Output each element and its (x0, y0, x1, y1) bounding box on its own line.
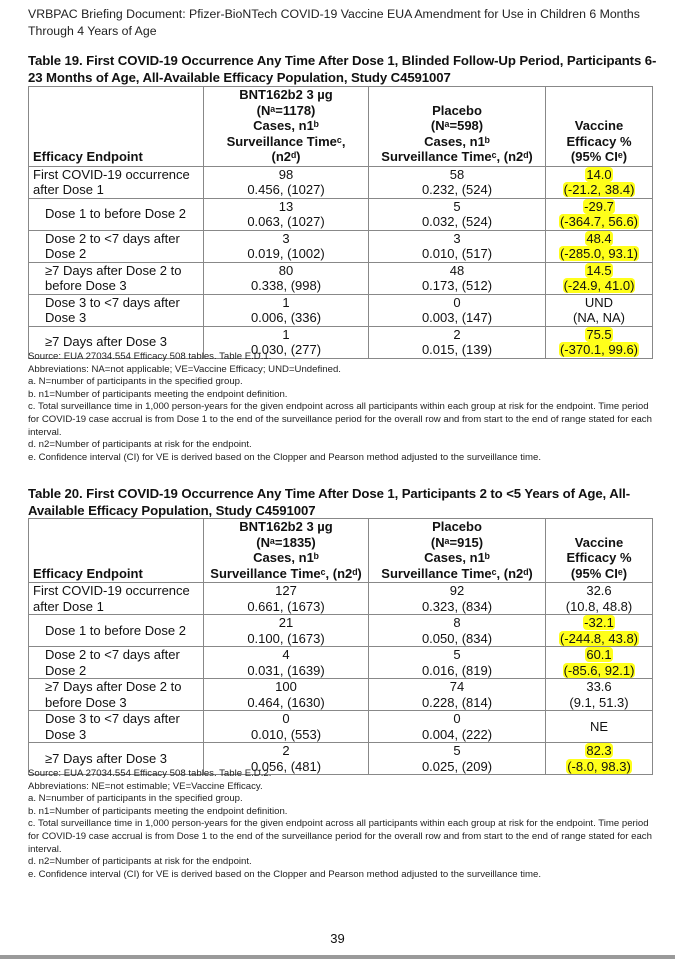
header-vaccine-n: (Nᵃ=1178) (256, 102, 316, 118)
efficacy-value: 82.3 (586, 743, 612, 758)
efficacy-value: UND (584, 294, 614, 310)
table-row (29, 166, 653, 198)
footnote: Source: EUA 27034.554 Efficacy 508 tables. Table E.D.2. (28, 768, 272, 779)
vaccine-cell (204, 166, 369, 198)
vaccine-cell (204, 230, 369, 262)
table-20-footnotes (28, 768, 658, 881)
table-row (29, 679, 653, 711)
header-vaccine-name: BNT162b2 3 µg (239, 87, 333, 102)
table-row (29, 615, 653, 647)
placebo-surveillance: 0.004, (222) (421, 726, 493, 742)
header-vaccine-cases: Cases, n1ᵇ (253, 550, 319, 565)
vaccine-cell (204, 198, 369, 230)
vaccine-surveillance: 0.010, (553) (250, 726, 322, 742)
efficacy-ci: (-8.0, 98.3) (567, 758, 631, 774)
endpoint-cell (29, 198, 204, 230)
page-number: 39 (330, 931, 345, 946)
footnote: a. N=number of participants in the specified group. (28, 793, 243, 805)
header-placebo-surv: Surveillance Timeᶜ, (n2ᵈ) (381, 149, 533, 164)
placebo-surveillance: 0.015, (139) (421, 342, 493, 357)
efficacy-value: 14.5 (586, 262, 612, 278)
table-row (29, 230, 653, 262)
table-row (29, 262, 653, 294)
vaccine-surveillance: 0.464, (1630) (247, 694, 325, 710)
placebo-surveillance: 0.032, (524) (421, 214, 493, 229)
efficacy-ci: (-24.9, 41.0) (563, 278, 635, 293)
placebo-cases: 3 (453, 230, 461, 246)
efficacy-ci: (-364.7, 56.6) (559, 214, 639, 229)
endpoint-label: Dose 2 to <7 days after Dose 2 (45, 647, 180, 678)
efficacy-ci: (-21.2, 38.4) (563, 182, 635, 197)
header-vaccine (204, 519, 369, 583)
endpoint-cell (29, 679, 204, 711)
efficacy-ci: (-85.6, 92.1) (563, 662, 635, 678)
efficacy-value: 60.1 (586, 647, 612, 662)
header-ve-l2: Efficacy % (566, 550, 632, 565)
placebo-cases: 5 (453, 743, 461, 758)
header-row (29, 519, 653, 583)
efficacy-cell (546, 166, 653, 198)
header-endpoint (29, 87, 204, 167)
header-placebo-n: (Nᵃ=598) (430, 118, 484, 133)
footnote: c. Total surveillance time in 1,000 person-years for the given endpoint across all participants within each group at risk for the endpoint. Time period for COVID-19 case accrual is from Dose 1 to the end of the surveillance period for the overall row and from start to the end of range stated for each interval. (28, 818, 652, 855)
endpoint-label: ≥7 Days after Dose 3 (45, 750, 168, 766)
placebo-cases: 8 (453, 615, 461, 630)
placebo-cell (369, 615, 546, 647)
efficacy-value: 48.4 (586, 230, 612, 246)
footnote: d. n2=Number of participants at risk for the endpoint. (28, 439, 252, 451)
header-placebo-name: Placebo (432, 102, 482, 118)
placebo-surveillance: 0.232, (524) (421, 182, 493, 197)
placebo-cases: 74 (449, 679, 465, 694)
endpoint-cell (29, 711, 204, 743)
endpoint-cell (29, 230, 204, 262)
placebo-surveillance: 0.010, (517) (421, 246, 493, 261)
efficacy-ci: (-244.8, 43.8) (559, 630, 639, 646)
efficacy-cell (546, 294, 653, 326)
placebo-cases: 2 (453, 326, 461, 342)
placebo-cases: 58 (449, 166, 465, 182)
efficacy-cell (546, 615, 653, 647)
header-vaccine-n2: (n2ᵈ) (271, 149, 301, 164)
header-ve-l1: Vaccine (574, 118, 624, 133)
vaccine-cases: 3 (282, 230, 290, 246)
header-placebo-cases: Cases, n1ᵇ (424, 133, 490, 149)
header-ve (546, 519, 653, 583)
endpoint-label: First COVID-19 occurrence after Dose 1 (33, 166, 190, 197)
table-19-title: Table 19. First COVID-19 Occurrence Any Time After Dose 1, Blinded Follow-Up Period, Participants 6-23 Months of Age, All-Available Efficacy Population, Study C4591007 (28, 53, 657, 85)
efficacy-cell (546, 198, 653, 230)
vaccine-cases: 1 (282, 326, 290, 342)
efficacy-ci: (10.8, 48.8) (565, 598, 633, 614)
vaccine-cases: 21 (278, 615, 294, 630)
placebo-cell (369, 294, 546, 326)
placebo-cell (369, 166, 546, 198)
efficacy-value: 32.6 (586, 583, 612, 598)
footnote: Abbreviations: NE=not estimable; VE=Vaccine Efficacy. (28, 780, 263, 792)
endpoint-cell (29, 262, 204, 294)
table-19 (28, 86, 653, 359)
header-vaccine-cases: Cases, n1ᵇ (253, 118, 319, 133)
placebo-cell (369, 583, 546, 615)
vaccine-cases: 0 (282, 711, 290, 726)
table-20 (28, 518, 653, 775)
table-19-footnotes (28, 351, 658, 464)
header-vaccine (204, 87, 369, 167)
efficacy-value: 33.6 (586, 679, 612, 694)
header-placebo-n: (Nᵃ=915) (430, 534, 484, 550)
header-vaccine-surv: Surveillance Timeᶜ, (226, 133, 346, 149)
endpoint-label: Dose 1 to before Dose 2 (45, 206, 186, 222)
placebo-surveillance: 0.323, (834) (421, 598, 493, 614)
table-20-title: Table 20. First COVID-19 Occurrence Any Time After Dose 1, Participants 2 to <5 Years of Age, All-Available Efficacy Population, Study C4591007 (28, 486, 631, 518)
placebo-cell (369, 647, 546, 679)
header-vaccine-name: BNT162b2 3 µg (239, 519, 333, 534)
header-ve-l3: (95% CIᵉ) (570, 149, 628, 164)
vaccine-cases: 98 (278, 166, 294, 182)
endpoint-cell (29, 166, 204, 198)
vaccine-surveillance: 0.100, (1673) (247, 630, 325, 646)
footnote: Abbreviations: NA=not applicable; VE=Vaccine Efficacy; UND=Undefined. (28, 363, 341, 375)
efficacy-cell (546, 230, 653, 262)
document-header: VRBPAC Briefing Document: Pfizer-BioNTech COVID-19 Vaccine EUA Amendment for Use in Children 6 Months Through 4 Years of Age (28, 7, 640, 38)
vaccine-cases: 13 (278, 198, 294, 214)
efficacy-value: -32.1 (584, 615, 614, 630)
header-placebo (369, 87, 546, 167)
vaccine-cases: 100 (275, 679, 297, 694)
placebo-cases: 5 (453, 198, 461, 214)
efficacy-cell (546, 647, 653, 679)
header-vaccine-surv: Surveillance Timeᶜ, (n2ᵈ) (210, 565, 362, 581)
table-row (29, 294, 653, 326)
header-ve-l2: Efficacy % (566, 133, 632, 149)
placebo-surveillance: 0.016, (819) (421, 662, 493, 678)
vaccine-cell (204, 647, 369, 679)
footnote: e. Confidence interval (CI) for VE is derived based on the Clopper and Pearson method adjusted to the surveillance time. (28, 868, 542, 880)
header-endpoint (29, 519, 204, 583)
header-placebo (369, 519, 546, 583)
table-row (29, 198, 653, 230)
endpoint-label: Dose 2 to <7 days after Dose 2 (45, 230, 180, 261)
footnote: d. n2=Number of participants at risk for the endpoint. (28, 856, 252, 868)
placebo-cases: 0 (453, 294, 461, 310)
header-endpoint-label: Efficacy Endpoint (33, 149, 143, 164)
header-ve (546, 87, 653, 167)
efficacy-value: -29.7 (584, 198, 614, 214)
efficacy-ci: (-285.0, 93.1) (559, 246, 639, 261)
endpoint-label: Dose 3 to <7 days after Dose 3 (45, 711, 180, 742)
vaccine-cases: 1 (282, 294, 290, 310)
endpoint-label: ≥7 Days after Dose 3 (45, 334, 168, 350)
placebo-cases: 5 (453, 647, 461, 662)
vaccine-surveillance: 0.661, (1673) (247, 598, 325, 614)
vaccine-cases: 2 (282, 743, 290, 758)
header-ve-l3: (95% CIᵉ) (570, 565, 628, 581)
vaccine-surveillance: 0.019, (1002) (247, 246, 325, 261)
vaccine-cell (204, 262, 369, 294)
vaccine-cell (204, 294, 369, 326)
endpoint-label: First COVID-19 occurrence after Dose 1 (33, 583, 190, 614)
footnote: Source: EUA 27034.554 Efficacy 508 tables. Table E.D.1. (28, 351, 272, 362)
efficacy-value: 75.5 (586, 326, 612, 342)
header-ve-l1: Vaccine (574, 534, 624, 550)
vaccine-cases: 127 (275, 583, 297, 598)
endpoint-label: Dose 1 to before Dose 2 (45, 622, 186, 638)
endpoint-cell (29, 615, 204, 647)
footnote: a. N=number of participants in the specified group. (28, 376, 243, 388)
placebo-cases: 92 (449, 583, 465, 598)
vaccine-cell (204, 679, 369, 711)
endpoint-cell (29, 583, 204, 615)
vaccine-surveillance: 0.063, (1027) (247, 214, 325, 229)
vaccine-cell (204, 615, 369, 647)
placebo-surveillance: 0.173, (512) (421, 278, 493, 293)
header-endpoint-label: Efficacy Endpoint (33, 565, 143, 581)
placebo-cases: 48 (449, 262, 465, 278)
vaccine-surveillance: 0.031, (1639) (247, 662, 325, 678)
header-vaccine-n: (Nᵃ=1835) (256, 534, 316, 550)
page-bottom-divider (0, 955, 675, 959)
footnote: c. Total surveillance time in 1,000 person-years for the given endpoint across all participants within each group at risk for the endpoint. Time period for COVID-19 case accrual is from Dose 1 to the end of the surveillance period for the overall row and from start to the end of range stated for each interval. (28, 401, 652, 438)
placebo-cell (369, 262, 546, 294)
efficacy-value: 14.0 (586, 166, 612, 182)
endpoint-cell (29, 294, 204, 326)
vaccine-cell (204, 711, 369, 743)
efficacy-ci: (-370.1, 99.6) (559, 342, 639, 357)
efficacy-cell (546, 583, 653, 615)
vaccine-surveillance: 0.338, (998) (250, 278, 322, 293)
placebo-surveillance: 0.228, (814) (421, 694, 493, 710)
vaccine-cell (204, 583, 369, 615)
endpoint-label: Dose 3 to <7 days after Dose 3 (45, 294, 180, 325)
efficacy-ci: (9.1, 51.3) (569, 694, 629, 710)
placebo-surveillance: 0.025, (209) (421, 758, 493, 774)
table-row (29, 647, 653, 679)
placebo-cell (369, 198, 546, 230)
placebo-surveillance: 0.050, (834) (421, 630, 493, 646)
header-placebo-surv: Surveillance Timeᶜ, (n2ᵈ) (381, 565, 533, 581)
placebo-surveillance: 0.003, (147) (421, 310, 493, 325)
efficacy-value: NE (589, 718, 609, 734)
footnote: b. n1=Number of participants meeting the endpoint definition. (28, 805, 288, 817)
vaccine-surveillance: 0.056, (481) (250, 758, 322, 774)
table-row (29, 711, 653, 743)
vaccine-surveillance: 0.030, (277) (250, 342, 322, 357)
header-placebo-cases: Cases, n1ᵇ (424, 550, 490, 565)
footnote: b. n1=Number of participants meeting the endpoint definition. (28, 388, 288, 400)
header-row (29, 87, 653, 167)
efficacy-cell (546, 711, 653, 743)
header-placebo-name: Placebo (432, 519, 482, 534)
placebo-cell (369, 711, 546, 743)
efficacy-cell (546, 262, 653, 294)
placebo-cases: 0 (453, 711, 461, 726)
vaccine-surveillance: 0.006, (336) (250, 310, 322, 325)
placebo-cell (369, 679, 546, 711)
vaccine-cases: 4 (282, 647, 290, 662)
vaccine-surveillance: 0.456, (1027) (247, 182, 325, 197)
efficacy-ci: (NA, NA) (573, 310, 625, 325)
endpoint-label: ≥7 Days after Dose 2 to before Dose 3 (45, 679, 182, 710)
endpoint-cell (29, 647, 204, 679)
efficacy-cell (546, 679, 653, 711)
footnote: e. Confidence interval (CI) for VE is derived based on the Clopper and Pearson method adjusted to the surveillance time. (28, 451, 542, 463)
vaccine-cases: 80 (278, 262, 294, 278)
placebo-cell (369, 230, 546, 262)
endpoint-label: ≥7 Days after Dose 2 to before Dose 3 (45, 262, 182, 293)
table-row (29, 583, 653, 615)
